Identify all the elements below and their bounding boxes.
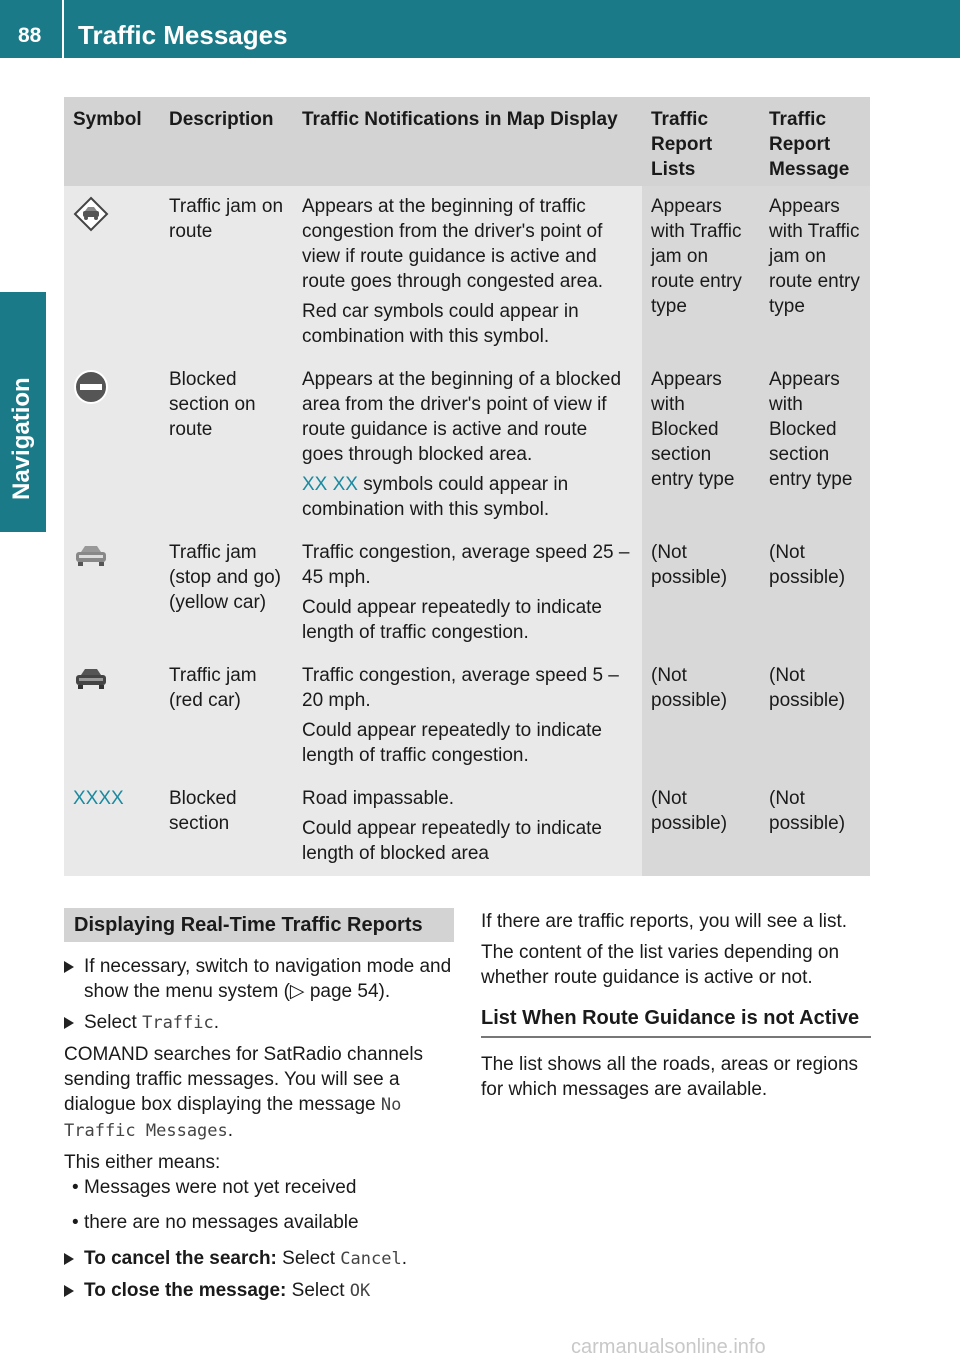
step-text: Select [84, 1012, 143, 1033]
map-display-text: Traffic congestion, average speed 25 – 45 mph. [302, 542, 630, 588]
paragraph-text: COMAND searches for SatRadio channels sending traffic messages. You will see a dialogue box displaying the message [64, 1044, 424, 1115]
paragraph: The content of the list varies depending on whether route guidance is active or not. [481, 942, 840, 988]
step-text: If necessary, switch to navigation mode and show the menu system ( [84, 956, 452, 1002]
instruction-step [64, 1278, 454, 1304]
report-message-cell: (Not possible) [760, 532, 870, 655]
step-arrow-icon [64, 1253, 74, 1265]
report-message-cell: (Not possible) [760, 778, 870, 876]
red-car-icon [73, 665, 109, 693]
list-item-text: there are no messages available [83, 1212, 359, 1233]
list-item [64, 1175, 454, 1200]
table-row [64, 778, 870, 876]
section-tab-label: Navigation [8, 377, 35, 500]
report-lists-cell: Appears with Blocked section entry type [642, 359, 760, 532]
watermark-link[interactable]: carmanualsonline.info [571, 1336, 766, 1358]
map-display-cell [293, 359, 642, 532]
step-text: Select [286, 1280, 350, 1301]
description-cell: Traffic jam (red car) [160, 655, 293, 778]
map-display-cell [293, 778, 642, 876]
step-arrow-icon [64, 1285, 74, 1297]
paragraph: If there are traffic reports, you will see a list. [481, 911, 848, 932]
col-header-report-message: Traffic Report Message [760, 97, 870, 186]
blocked-section-icon [73, 369, 109, 405]
display-message-code: No Traffic Messages [64, 1095, 402, 1141]
list-item [64, 1210, 454, 1235]
table-header-row [64, 97, 870, 186]
table-row [64, 186, 870, 359]
description-cell: Blocked section on route [160, 359, 293, 532]
menu-item-cancel: Cancel [340, 1249, 402, 1269]
report-lists-cell: Appears with Traffic jam on route entry type [642, 186, 760, 359]
menu-item-ok: OK [349, 1281, 371, 1301]
page-title: Traffic Messages [78, 20, 288, 50]
header-divider [62, 0, 64, 58]
section-heading: Displaying Real-Time Traffic Reports [64, 908, 454, 942]
symbol-cell [64, 186, 160, 359]
paragraph [64, 1042, 454, 1144]
left-column [64, 908, 454, 1304]
table-row [64, 359, 870, 532]
symbol-cell [64, 359, 160, 532]
page-number: 88 [18, 24, 42, 47]
blocked-section-symbol-text: XXXX [73, 788, 124, 809]
yellow-car-icon [73, 542, 109, 570]
right-column [481, 908, 871, 1102]
col-header-description: Description [160, 97, 293, 186]
table-row [64, 655, 870, 778]
map-display-cell [293, 655, 642, 778]
step-arrow-icon [64, 1017, 74, 1029]
report-message-cell: Appears with Blocked section entry type [760, 359, 870, 532]
map-display-text: Could appear repeatedly to indicate length of blocked area [302, 818, 602, 864]
map-display-text-with-symbol [302, 472, 633, 522]
menu-item-traffic: Traffic [142, 1013, 214, 1033]
symbol-cell [64, 778, 160, 876]
traffic-symbols-table [64, 97, 870, 876]
map-display-cell [293, 186, 642, 359]
step-text-end: . [213, 1012, 220, 1033]
map-display-cell [293, 532, 642, 655]
step-label: To cancel the search: [84, 1248, 277, 1269]
map-display-text: Could appear repeatedly to indicate length of traffic congestion. [302, 597, 602, 643]
description-cell: Traffic jam (stop and go) (yellow car) [160, 532, 293, 655]
list-item-text: Messages were not yet received [83, 1177, 357, 1198]
map-display-text: Appears at the beginning of a blocked area from the driver's point of view if route guidance is active and route goes through blocked area. [302, 369, 622, 465]
report-lists-cell: (Not possible) [642, 532, 760, 655]
description-cell: Blocked section [160, 778, 293, 876]
table-row [64, 532, 870, 655]
paragraph: This either means: [64, 1152, 221, 1173]
paragraph: The list shows all the roads, areas or regions for which messages are available. [481, 1054, 859, 1100]
symbol-cell [64, 655, 160, 778]
instruction-step [64, 1246, 454, 1272]
step-label: To close the message: [84, 1280, 287, 1301]
map-display-text: Red car symbols could appear in combination with this symbol. [302, 301, 579, 347]
instruction-step [64, 1010, 454, 1036]
symbol-cell [64, 532, 160, 655]
description-cell: Traffic jam on route [160, 186, 293, 359]
bullet-icon: • [72, 1177, 84, 1198]
page-ref-text: page 54). [304, 981, 391, 1002]
page-ref-arrow-icon: ▷ [289, 981, 305, 1002]
col-header-map-display: Traffic Notifications in Map Display [293, 97, 642, 186]
col-header-report-lists: Traffic Report Lists [642, 97, 760, 186]
traffic-jam-sign-icon [73, 196, 109, 232]
step-text-end: . [401, 1248, 407, 1269]
report-message-cell: Appears with Traffic jam on route entry type [760, 186, 870, 359]
map-display-text: Road impassable. [302, 788, 455, 809]
instruction-step [64, 954, 454, 1004]
step-arrow-icon [64, 961, 74, 973]
report-lists-cell: (Not possible) [642, 778, 760, 876]
bullet-icon: • [72, 1212, 84, 1233]
report-message-cell: (Not possible) [760, 655, 870, 778]
col-header-symbol: Symbol [64, 97, 160, 186]
map-display-text: Traffic congestion, average speed 5 – 20 mph. [302, 665, 619, 711]
subheading: List When Route Guidance is not Active [481, 1006, 871, 1038]
map-display-text: Could appear repeatedly to indicate length of traffic congestion. [302, 720, 602, 766]
map-display-text: symbols could appear in combination with this symbol. [302, 474, 569, 520]
blocked-symbol-text: XX XX [302, 474, 358, 495]
report-lists-cell: (Not possible) [642, 655, 760, 778]
map-display-text: Appears at the beginning of traffic congestion from the driver's point of view if route guidance is active and route goes through congested area. [302, 196, 604, 292]
paragraph-text-end: . [227, 1120, 234, 1141]
step-text: Select [276, 1248, 341, 1269]
